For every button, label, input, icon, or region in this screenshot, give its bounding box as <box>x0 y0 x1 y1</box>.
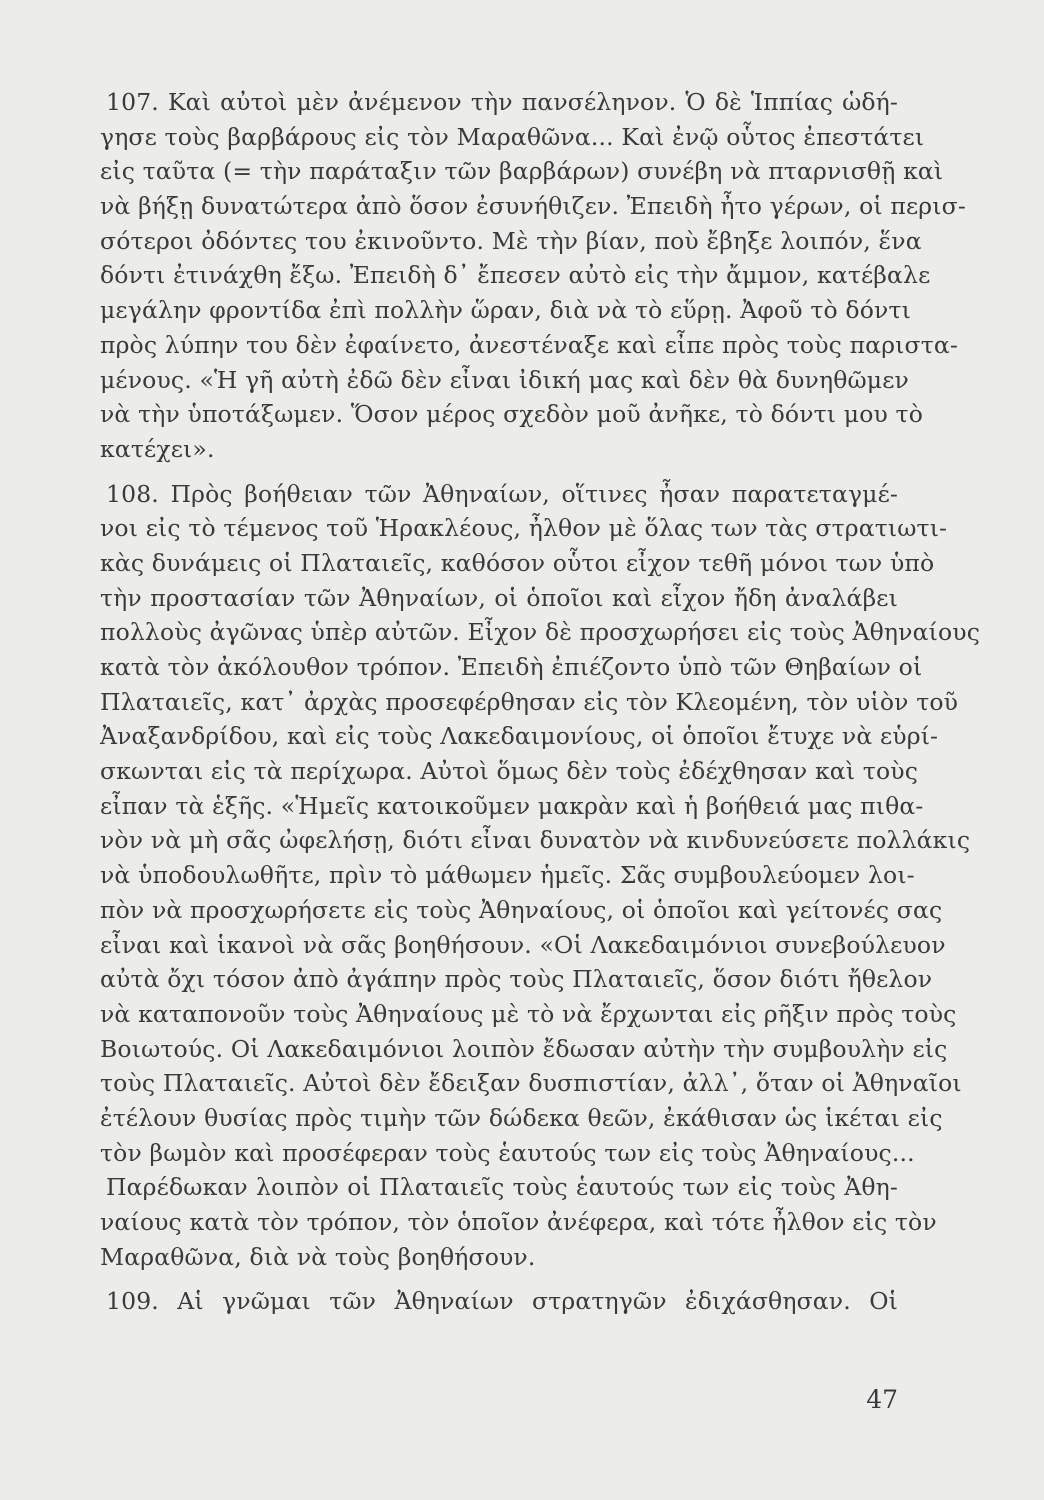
text-line: μένους. «Ἡ γῆ αὐτὴ ἐδῶ δὲν εἶναι ἰδική μας καὶ δὲν θὰ δυνηθῶμεν <box>100 365 909 394</box>
text-line: ναίους κατὰ τὸν τρόπον, τὸν ὁποῖον ἀνέφερα, καὶ τότε ἦλθον εἰς τὸν <box>100 1208 937 1236</box>
text-line: 107. Καὶ αὐτοὶ μὲν ἀνέμενον τὴν πανσέληνον. Ὁ δὲ Ἱππίας ὡδή- <box>106 88 898 116</box>
text-line: σκωνται εἰς τὰ περίχωρα. Αὐτοὶ ὅμως δὲν τοὺς ἐδέχθησαν καὶ τοὺς <box>100 757 919 786</box>
text-line: τοὺς Πλαταιεῖς. Αὐτοὶ δὲν ἔδειξαν δυσπιστίαν, ἀλλ᾽, ὅταν οἱ Ἀθηναῖοι <box>100 1069 962 1098</box>
paragraph-109 <box>100 1284 898 1319</box>
text-line: πολλοὺς ἀγῶνας ὑπὲρ αὐτῶν. Εἶχον δὲ προσχωρήσει εἰς τοὺς Ἀθηναίους <box>100 618 981 647</box>
text-line: 109. Αἱ γνῶμαι τῶν Ἀθηναίων στρατηγῶν ἐδιχάσθησαν. Οἱ <box>106 1287 898 1316</box>
text-line: πὸν νὰ προσχωρήσετε εἰς τοὺς Ἀθηναίους, οἱ ὁποῖοι καὶ γείτονές σας <box>100 895 943 924</box>
text-line: Πλαταιεῖς, κατ᾽ ἀρχὰς προσεφέρθησαν εἰς τὸν Κλεομένη, τὸν υἱὸν τοῦ <box>100 687 959 716</box>
paragraph-108 <box>100 477 981 1171</box>
text-line: εἶναι καὶ ἱκανοὶ νὰ σᾶς βοηθήσουν. «Οἱ Λακεδαιμόνιοι συνεβούλευον <box>100 930 946 959</box>
text-line: Ἀναξανδρίδου, καὶ εἰς τοὺς Λακεδαιμονίους, οἱ ὁποῖοι ἔτυχε νὰ εὑρί- <box>100 722 939 751</box>
text-line: νὸν νὰ μὴ σᾶς ὠφελήσῃ, διότι εἶναι δυνατὸν νὰ κινδυνεύσετε πολλάκις <box>100 826 971 855</box>
paragraph-108-continued <box>100 1170 937 1274</box>
paragraph-107 <box>100 85 966 467</box>
text-line: γησε τοὺς βαρβάρους εἰς τὸν Μαραθῶνα... Καὶ ἐνῷ οὗτος ἐπεστάτει <box>100 122 925 151</box>
text-line: πρὸς λύπην του δὲν ἐφαίνετο, ἀνεστέναξε καὶ εἶπε πρὸς τοὺς παριστα- <box>100 330 958 359</box>
text-line: ἐτέλουν θυσίας πρὸς τιμὴν τῶν δώδεκα θεῶν, ἐκάθισαν ὡς ἱκέται εἰς <box>100 1103 943 1132</box>
body-text <box>100 85 981 1319</box>
text-line: εἶπαν τὰ ἑξῆς. «Ἡμεῖς κατοικοῦμεν μακρὰν καὶ ἡ βοήθειά μας πιθα- <box>100 791 924 820</box>
text-line: δόντι ἐτινάχθη ἔξω. Ἐπειδὴ δ᾽ ἔπεσεν αὐτὸ εἰς τὴν ἄμμον, κατέβαλε <box>100 261 931 290</box>
text-line: Μαραθῶνα, διὰ νὰ τοὺς βοηθήσουν. <box>100 1242 536 1271</box>
text-line: 108. Πρὸς βοήθειαν τῶν Ἀθηναίων, οἵτινες ἦσαν παρατεταγμέ- <box>106 479 898 508</box>
text-line: νὰ ὑποδουλωθῆτε, πρὶν τὸ μάθωμεν ἡμεῖς. Σᾶς συμβουλεύομεν λοι- <box>100 861 915 890</box>
text-line: σότεροι ὀδόντες του ἐκινοῦντο. Μὲ τὴν βίαν, ποὺ ἔβηξε λοιπόν, ἕνα <box>100 226 922 255</box>
text-line: νὰ τὴν ὑποτάξωμεν. Ὅσον μέρος σχεδὸν μοῦ ἀνῆκε, τὸ δόντι μου τὸ <box>100 400 924 429</box>
text-line: κὰς δυνάμεις οἱ Πλαταιεῖς, καθόσον οὗτοι εἶχον τεθῆ μόνοι των ὑπὸ <box>100 548 935 577</box>
text-line: τὸν βωμὸν καὶ προσέφεραν τοὺς ἑαυτούς των εἰς τοὺς Ἀθηναίους... <box>100 1138 915 1167</box>
text-line: Παρέδωκαν λοιπὸν οἱ Πλαταιεῖς τοὺς ἑαυτούς των εἰς τοὺς Ἀθη- <box>106 1173 898 1202</box>
text-line: εἰς ταῦτα (= τὴν παράταξιν τῶν βαρβάρων) συνέβη νὰ πταρνισθῇ καὶ <box>100 157 944 186</box>
text-line: μεγάλην φροντίδα ἐπὶ πολλὴν ὥραν, διὰ νὰ τὸ εὕρῃ. Ἀφοῦ τὸ δόντι <box>100 296 911 325</box>
text-line: Βοιωτούς. Οἱ Λακεδαιμόνιοι λοιπὸν ἔδωσαν αὐτὴν τὴν συμβουλὴν εἰς <box>100 1034 948 1063</box>
page-number: 47 <box>866 1385 898 1414</box>
text-line: τὴν προστασίαν τῶν Ἀθηναίων, οἱ ὁποῖοι καὶ εἶχον ἤδη ἀναλάβει <box>100 583 898 612</box>
text-line: νοι εἰς τὸ τέμενος τοῦ Ἡρακλέους, ἦλθον μὲ ὅλας των τὰς στρατιωτι- <box>100 514 948 543</box>
text-line: κατὰ τὸν ἀκόλουθον τρόπον. Ἐπειδὴ ἐπιέζοντο ὑπὸ τῶν Θηβαίων οἱ <box>100 653 923 681</box>
text-line: νὰ καταπονοῦν τοὺς Ἀθηναίους μὲ τὸ νὰ ἔρχωνται εἰς ρῆξιν πρὸς τοὺς <box>100 999 957 1028</box>
text-line: αὐτὰ ὄχι τόσον ἀπὸ ἀγάπην πρὸς τοὺς Πλαταιεῖς, ὅσον διότι ἤθελον <box>100 965 933 994</box>
text-line: κατέχει». <box>100 434 215 463</box>
text-line: νὰ βήξῃ δυνατώτερα ἀπὸ ὅσον ἐσυνήθιζεν. Ἐπειδὴ ἦτο γέρων, οἱ περισ- <box>100 192 966 221</box>
